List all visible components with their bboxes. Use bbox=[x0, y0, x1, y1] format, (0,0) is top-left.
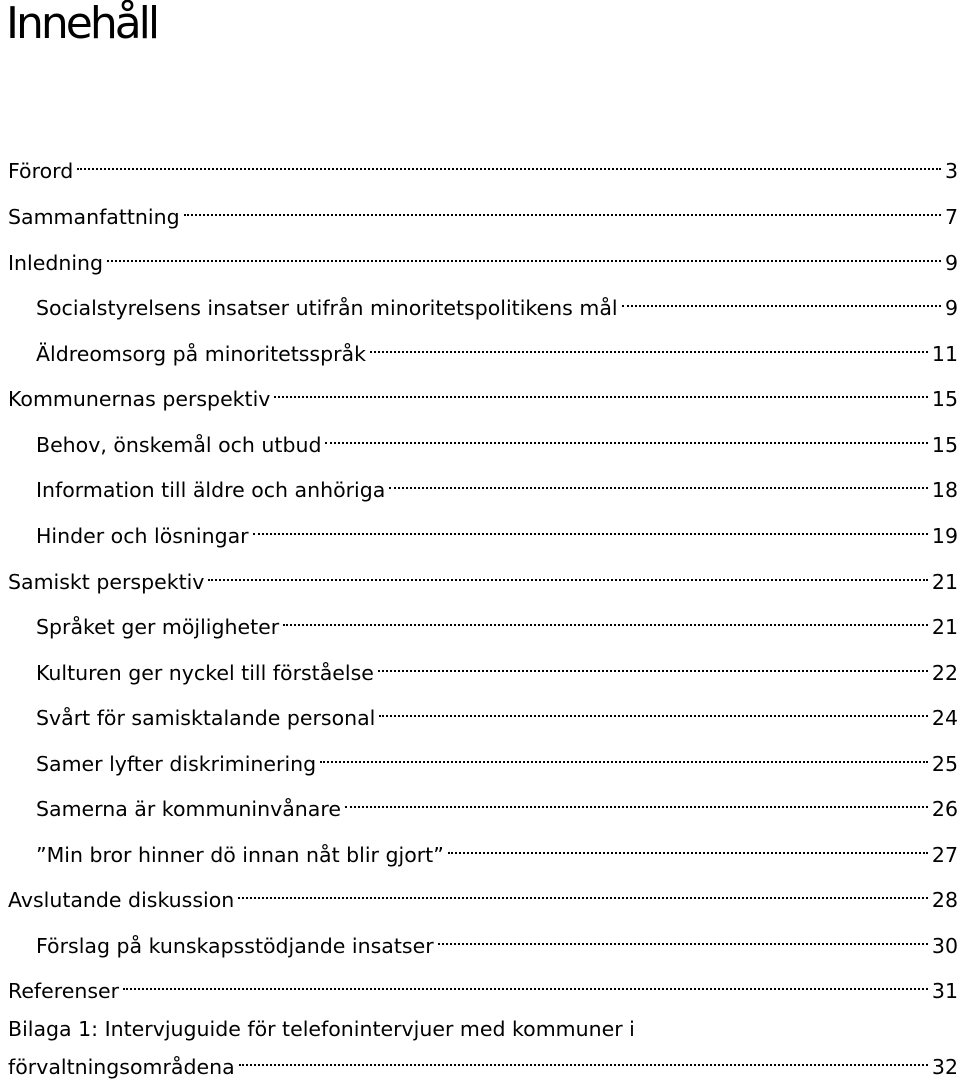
toc-page-number: 19 bbox=[931, 524, 958, 548]
toc-entry-title: Äldreomsorg på minoritetsspråk bbox=[36, 342, 366, 366]
toc-entry-title: Information till äldre och anhöriga bbox=[36, 478, 386, 502]
toc-entry[interactable] bbox=[8, 240, 958, 275]
toc-entry[interactable] bbox=[8, 376, 958, 411]
toc-entry-title: Referenser bbox=[8, 979, 120, 1003]
toc-entry[interactable] bbox=[36, 422, 958, 457]
toc-page-number: 3 bbox=[944, 159, 958, 183]
toc-entry-title: Hinder och lösningar bbox=[36, 524, 249, 548]
toc-entry[interactable] bbox=[8, 194, 958, 229]
toc-entry[interactable] bbox=[36, 513, 958, 548]
dot-leader bbox=[182, 194, 943, 224]
toc-entry[interactable] bbox=[8, 148, 958, 183]
toc-entry-title: Samerna är kommuninvånare bbox=[36, 797, 341, 821]
toc-entry[interactable] bbox=[36, 604, 958, 639]
toc-entry[interactable] bbox=[36, 786, 958, 821]
toc-page-number: 15 bbox=[931, 387, 958, 411]
toc-page-number: 32 bbox=[931, 1055, 958, 1079]
toc-entry-title: Samer lyfter diskriminering bbox=[36, 752, 317, 776]
dot-leader bbox=[323, 422, 929, 452]
dot-leader bbox=[272, 376, 929, 406]
dot-leader bbox=[387, 467, 930, 497]
dot-leader bbox=[368, 331, 930, 361]
toc-entry-title: Sammanfattning bbox=[8, 205, 180, 229]
toc-page-number: 21 bbox=[931, 615, 958, 639]
toc-entry[interactable] bbox=[36, 285, 958, 320]
dot-leader bbox=[105, 240, 943, 270]
toc-entry-title: Inledning bbox=[8, 251, 104, 275]
toc-entry-title: Förord bbox=[8, 159, 74, 183]
dot-leader bbox=[446, 832, 930, 862]
toc-entry-title: Samiskt perspektiv bbox=[8, 570, 205, 594]
toc-entry[interactable] bbox=[36, 331, 958, 366]
toc-page-number: 7 bbox=[944, 205, 958, 229]
toc-entry[interactable] bbox=[36, 467, 958, 502]
toc-page-number: 30 bbox=[931, 934, 958, 958]
toc-entry[interactable] bbox=[36, 695, 958, 730]
toc-page-number: 27 bbox=[931, 843, 958, 867]
toc-entry[interactable] bbox=[8, 877, 958, 912]
toc-page-number: 24 bbox=[931, 706, 958, 730]
toc-entry[interactable] bbox=[8, 968, 958, 1003]
toc-entry-title: Kommunernas perspektiv bbox=[8, 387, 271, 411]
dot-leader bbox=[436, 923, 930, 953]
toc-page-number: 11 bbox=[931, 342, 958, 366]
dot-leader bbox=[237, 1044, 930, 1074]
toc-entry-title: ”Min bror hinner dö innan nåt blir gjort” bbox=[36, 843, 444, 867]
toc-page-number: 18 bbox=[931, 478, 958, 502]
dot-leader bbox=[620, 285, 943, 315]
toc-page-number: 22 bbox=[931, 661, 958, 685]
dot-leader bbox=[376, 650, 930, 680]
toc-page-number: 31 bbox=[931, 979, 958, 1003]
toc-entry-title: Socialstyrelsens insatser utifrån minoritetspolitikens mål bbox=[36, 296, 618, 320]
dot-leader bbox=[343, 786, 930, 816]
toc-page-number: 25 bbox=[931, 752, 958, 776]
dot-leader bbox=[281, 604, 930, 634]
toc-entry[interactable] bbox=[36, 741, 958, 776]
toc-entry[interactable] bbox=[8, 1044, 958, 1079]
dot-leader bbox=[377, 695, 930, 725]
toc-entry-title: Behov, önskemål och utbud bbox=[36, 433, 322, 457]
dot-leader bbox=[121, 968, 930, 998]
toc-page-number: 28 bbox=[931, 888, 958, 912]
dot-leader bbox=[251, 513, 930, 543]
dot-leader bbox=[236, 877, 930, 907]
toc-page-number: 15 bbox=[931, 433, 958, 457]
toc-entry[interactable] bbox=[36, 923, 958, 958]
toc-entry[interactable] bbox=[8, 559, 958, 594]
toc-entry-title: förvaltningsområdena bbox=[8, 1055, 235, 1079]
toc-entry[interactable] bbox=[36, 832, 958, 867]
toc-page-number: 21 bbox=[931, 570, 958, 594]
toc-entry-title: Svårt för samisktalande personal bbox=[36, 706, 376, 730]
toc-page-number: 9 bbox=[944, 251, 958, 275]
toc-page-number: 9 bbox=[944, 296, 958, 320]
toc-entry-title: Språket ger möjligheter bbox=[36, 615, 280, 639]
toc-entry-title: Kulturen ger nyckel till förståelse bbox=[36, 661, 374, 685]
toc-entry-title: Förslag på kunskapsstödjande insatser bbox=[36, 934, 434, 958]
toc-entry[interactable] bbox=[36, 650, 958, 685]
dot-leader bbox=[318, 741, 930, 771]
dot-leader bbox=[206, 559, 929, 589]
toc-entry-line[interactable]: Bilaga 1: Intervjuguide för telefonintervjuer med kommuner i bbox=[8, 1017, 635, 1041]
toc-page-number: 26 bbox=[931, 797, 958, 821]
page-title: Innehåll bbox=[6, 0, 158, 49]
dot-leader bbox=[75, 148, 943, 178]
toc-entry-title: Avslutande diskussion bbox=[8, 888, 235, 912]
